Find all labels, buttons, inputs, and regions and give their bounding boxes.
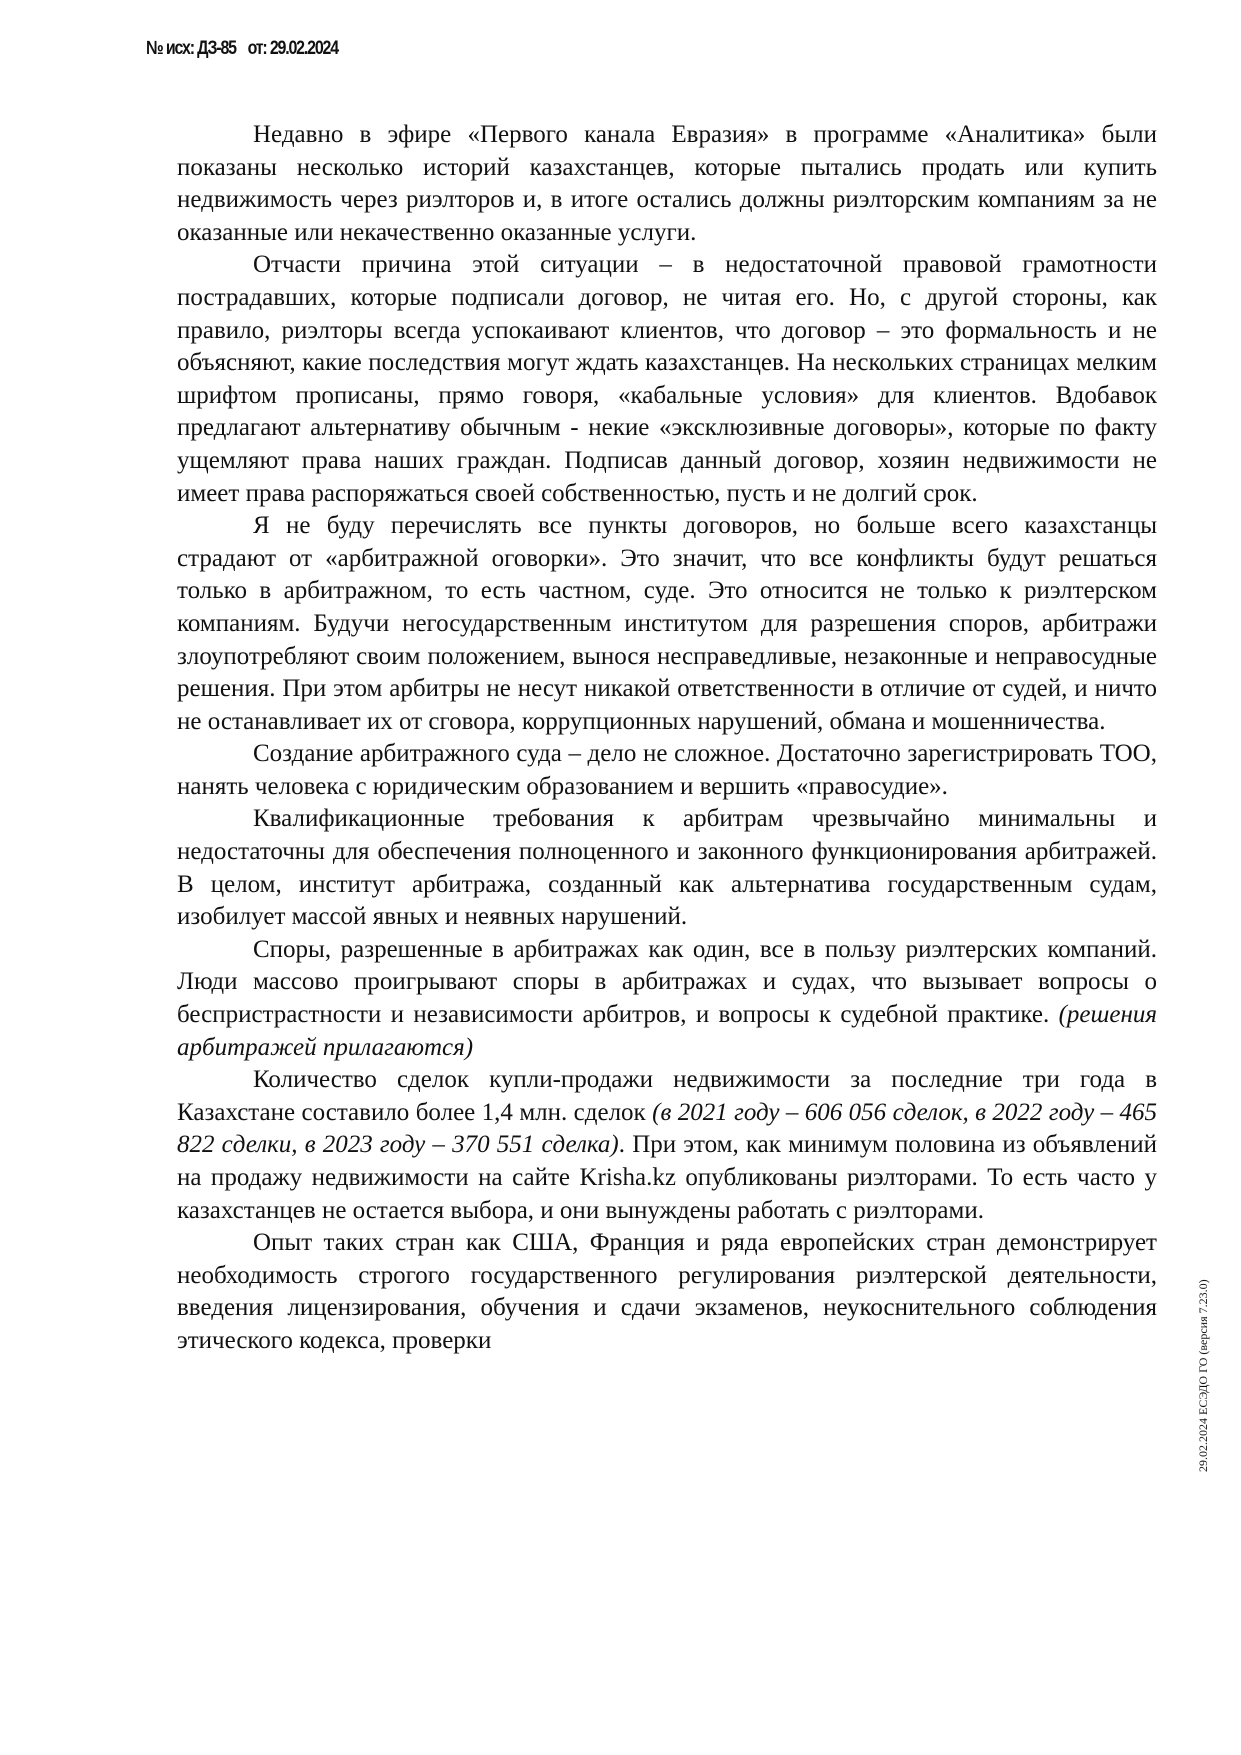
paragraph-2 [177,249,1157,510]
paragraph-text: Я не буду перечислять все пункты договоров, но больше всего казахстанцы страдают от «арбитражной оговорки». Это значит, что все конфликты будут решаться только в арбитражном, то есть частном, суде. Это относится не только к риэлтерском компаниям. Будучи негосударственным институтом для разрешения споров, арбитражи злоупотребляют своим положением, вынося несправедливые, незаконные и неправосудные решения. При этом арбитры не несут никакой ответственности в отличие от судей, и ничто не останавливает их от сговора, коррупционных нарушений, обмана и мошенничества. [177,512,1157,735]
outgoing-number: № исх: ДЗ-85 [146,38,236,59]
paragraph-3 [177,510,1157,738]
document-body [177,119,1157,1358]
paragraph-text-continued: . При этом, как минимум половина из объявлений на продажу недвижимости на сайте Krisha.kz опубликованы риэлторами. То есть часто у казахстанцев не остается выбора, и они вынуждены работать с риэлторами. [177,1131,1158,1224]
paragraph-8 [177,1227,1157,1357]
deal-statistics: (в 2021 году – 606 056 сделок, в 2022 году – 465 822 сделки, в 2023 году – 370 551 сделка) [177,1098,1157,1159]
paragraph-7 [177,1064,1157,1227]
paragraph-text: Количество сделок купли-продажи недвижимости за последние три года в Казахстане составило более 1,4 млн. сделок [177,1066,1157,1126]
paragraph-text: Недавно в эфире «Первого канала Евразия» в программе «Аналитика» были показаны несколько историй казахстанцев, которые пытались продать или купить недвижимость через риэлторов и, в итоге остались должны риэлторским компаниям за не оказанные или некачественно оказанные услуги. [177,121,1157,246]
document-reference-header [146,38,338,60]
outgoing-date: от: 29.02.2024 [247,38,338,59]
paragraph-text: Отчасти причина этой ситуации – в недостаточной правовой грамотности пострадавших, которые подписали договор, не читая его. Но, с другой стороны, как правило, риэлторы всегда успокаивают клиентов, что договор – это формальность и не объясняют, какие последствия могут ждать казахстанцев. На нескольких страницах мелким шрифтом прописаны, прямо говоря, «кабальные условия» для клиентов. Вдобавок предлагают альтернативу обычным - некие «эксклюзивные договоры», которые по факту ущемляют права наших граждан. Подписав данный договор, хозяин недвижимости не имеет права распоряжаться своей собственностью, пусть и не долгий срок. [177,251,1157,507]
paragraph-text: Квалификационные требования к арбитрам чрезвычайно минимальны и недостаточны для обеспечения полноценного и законного функционирования арбитражей. В целом, институт арбитража, созданный как альтернатива государственным судам, изобилует массой явных и неявных нарушений. [177,805,1157,931]
paragraph-4 [177,738,1157,803]
paragraph-5 [177,803,1157,933]
paragraph-text: Опыт таких стран как США, Франция и ряда европейских стран демонстрирует необходимость строгого государственного регулирования риэлтерской деятельности, введения лицензирования, обучения и сдачи экзаменов, неукоснительного соблюдения этического кодекса, проверки [177,1229,1157,1354]
paragraph-1 [177,119,1157,249]
paragraph-text: Споры, разрешенные в арбитражах как один, все в пользу риэлтерских компаний. Люди массово проигрывают споры в арбитражах и судах, что вызывает вопросы о беспристрастности и независимости арбитров, и вопросы к судебной практике. [177,935,1157,1029]
edms-side-stamp: 29.02.2024 ЕСЭДО ГО (версия 7.23.0) [1196,1279,1210,1472]
paragraph-6 [177,934,1157,1064]
attachment-note: (решения арбитражей прилагаются) [177,1001,1157,1061]
paragraph-text: Создание арбитражного суда – дело не сложное. Достаточно зарегистрировать ТОО, нанять человека с юридическим образованием и вершить «правосудие». [177,740,1157,800]
